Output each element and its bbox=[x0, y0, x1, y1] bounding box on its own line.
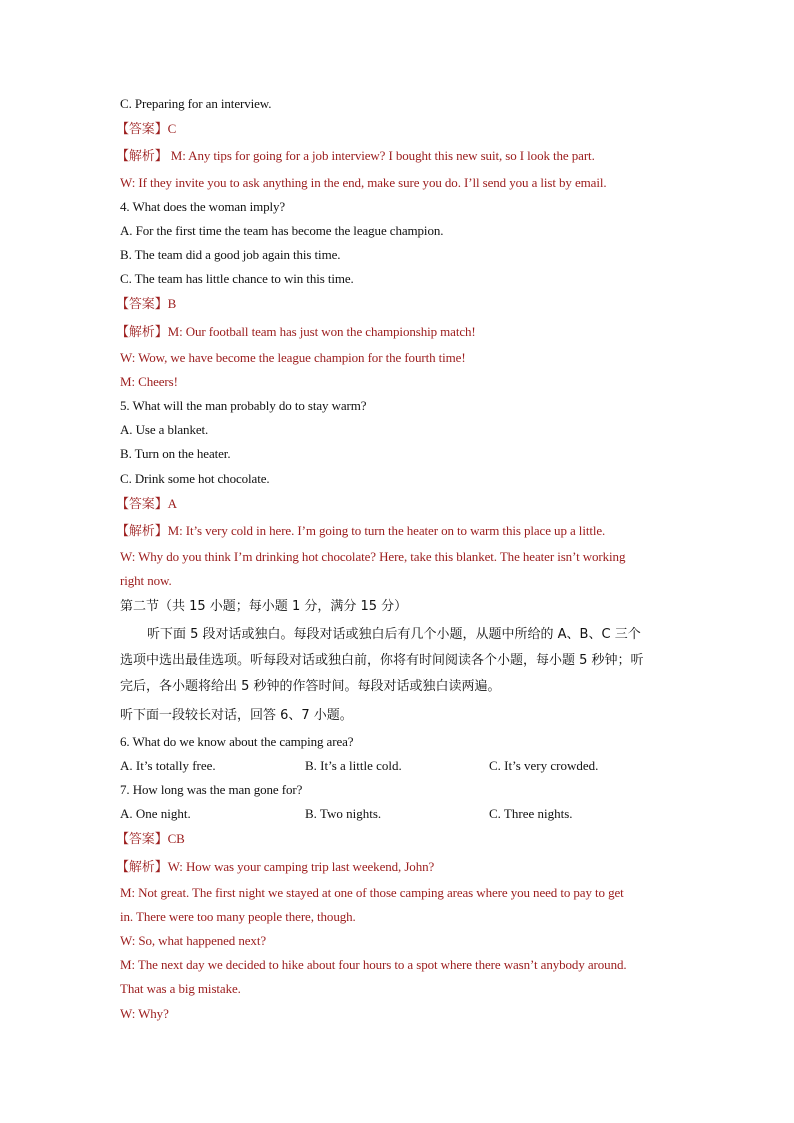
q5-option-a: A. Use a blanket. bbox=[120, 422, 209, 437]
q4-option-b: B. The team did a good job again this time. bbox=[120, 247, 341, 262]
dialogue-line-3: W: So, what happened next? bbox=[120, 933, 267, 948]
section-2-heading: 第二节（共 15 小题；每小题 1 分，满分 15 分） bbox=[120, 599, 408, 614]
instructions-line-1: 听下面 5 段对话或独白。每段对话或独白后有几个小题，从题中所给的 A、B、C 三个 bbox=[147, 627, 641, 642]
dialogue-line-4: M: The next day we decided to hike about four hours to a spot where there wasn’t anybody around. bbox=[120, 957, 627, 972]
q7-option-a: A. One night. bbox=[120, 806, 191, 821]
q6-option-a: A. It’s totally free. bbox=[120, 758, 216, 773]
dialogue-line-6: W: Why? bbox=[120, 1006, 169, 1021]
question-5: 5. What will the man probably do to stay warm? bbox=[120, 398, 367, 413]
explanation-tag: 【解析】 bbox=[116, 149, 168, 164]
answer-tag: 【答案】 bbox=[116, 832, 168, 847]
explanation-3-w: W: If they invite you to ask anything in the end, make sure you do. I’ll send you a list by email. bbox=[120, 175, 607, 190]
instructions-line-3: 完后，各小题将给出 5 秒钟的作答时间。每段对话或独白读两遍。 bbox=[120, 679, 501, 694]
question-4: 4. What does the woman imply? bbox=[120, 199, 286, 214]
q6-option-b: B. It’s a little cold. bbox=[305, 758, 402, 773]
answer-6-7 bbox=[116, 830, 676, 849]
explanation-5-w2: right now. bbox=[120, 573, 172, 588]
explanation-tag: 【解析】 bbox=[116, 325, 168, 340]
q4-option-a: A. For the first time the team has become the league champion. bbox=[120, 223, 444, 238]
q6-option-c: C. It’s very crowded. bbox=[489, 758, 599, 773]
q5-option-c: C. Drink some hot chocolate. bbox=[120, 471, 270, 486]
answer-value: B bbox=[167, 296, 177, 311]
answer-4 bbox=[116, 295, 676, 314]
answer-value: CB bbox=[167, 831, 185, 846]
explanation-text: M: Our football team has just won the championship match! bbox=[167, 324, 476, 339]
answer-value: C bbox=[167, 121, 177, 136]
explanation-4-w: W: Wow, we have become the league champion for the fourth time! bbox=[120, 350, 466, 365]
answer-5 bbox=[116, 495, 676, 514]
dialogue-line-1: M: Not great. The first night we stayed at one of those camping areas where you need to pay to get bbox=[120, 885, 624, 900]
explanation-3 bbox=[116, 147, 676, 166]
q4-option-c: C. The team has little chance to win this time. bbox=[120, 271, 354, 286]
answer-tag: 【答案】 bbox=[116, 497, 168, 512]
explanation-text: W: How was your camping trip last weekend, John? bbox=[167, 859, 435, 874]
dialogue-line-2: in. There were too many people there, though. bbox=[120, 909, 356, 924]
answer-value: A bbox=[167, 496, 177, 511]
explanation-text: M: It’s very cold in here. I’m going to turn the heater on to warm this place up a little. bbox=[167, 523, 606, 538]
explanation-tag: 【解析】 bbox=[116, 860, 168, 875]
explanation-6-7 bbox=[116, 858, 676, 877]
instructions-line-2: 选项中选出最佳选项。听每段对话或独白前，你将有时间阅读各个小题，每小题 5 秒钟；听 bbox=[120, 653, 644, 668]
answer-tag: 【答案】 bbox=[116, 122, 168, 137]
explanation-4 bbox=[116, 323, 676, 342]
q7-option-c: C. Three nights. bbox=[489, 806, 573, 821]
explanation-tag: 【解析】 bbox=[116, 524, 168, 539]
explanation-4-m: M: Cheers! bbox=[120, 374, 178, 389]
explanation-5 bbox=[116, 522, 676, 541]
explanation-5-w1: W: Why do you think I’m drinking hot chocolate? Here, take this blanket. The heater isn’t working bbox=[120, 549, 626, 564]
explanation-text: M: Any tips for going for a job interview? I bought this new suit, so I look the part. bbox=[167, 148, 595, 163]
q5-option-b: B. Turn on the heater. bbox=[120, 446, 231, 461]
instructions-line-4: 听下面一段较长对话，回答 6、7 小题。 bbox=[120, 708, 353, 723]
q7-option-b: B. Two nights. bbox=[305, 806, 382, 821]
answer-3 bbox=[116, 120, 676, 139]
question-7: 7. How long was the man gone for? bbox=[120, 782, 303, 797]
q3-option-c: C. Preparing for an interview. bbox=[120, 96, 272, 111]
question-6: 6. What do we know about the camping area? bbox=[120, 734, 354, 749]
dialogue-line-5: That was a big mistake. bbox=[120, 981, 241, 996]
answer-tag: 【答案】 bbox=[116, 297, 168, 312]
